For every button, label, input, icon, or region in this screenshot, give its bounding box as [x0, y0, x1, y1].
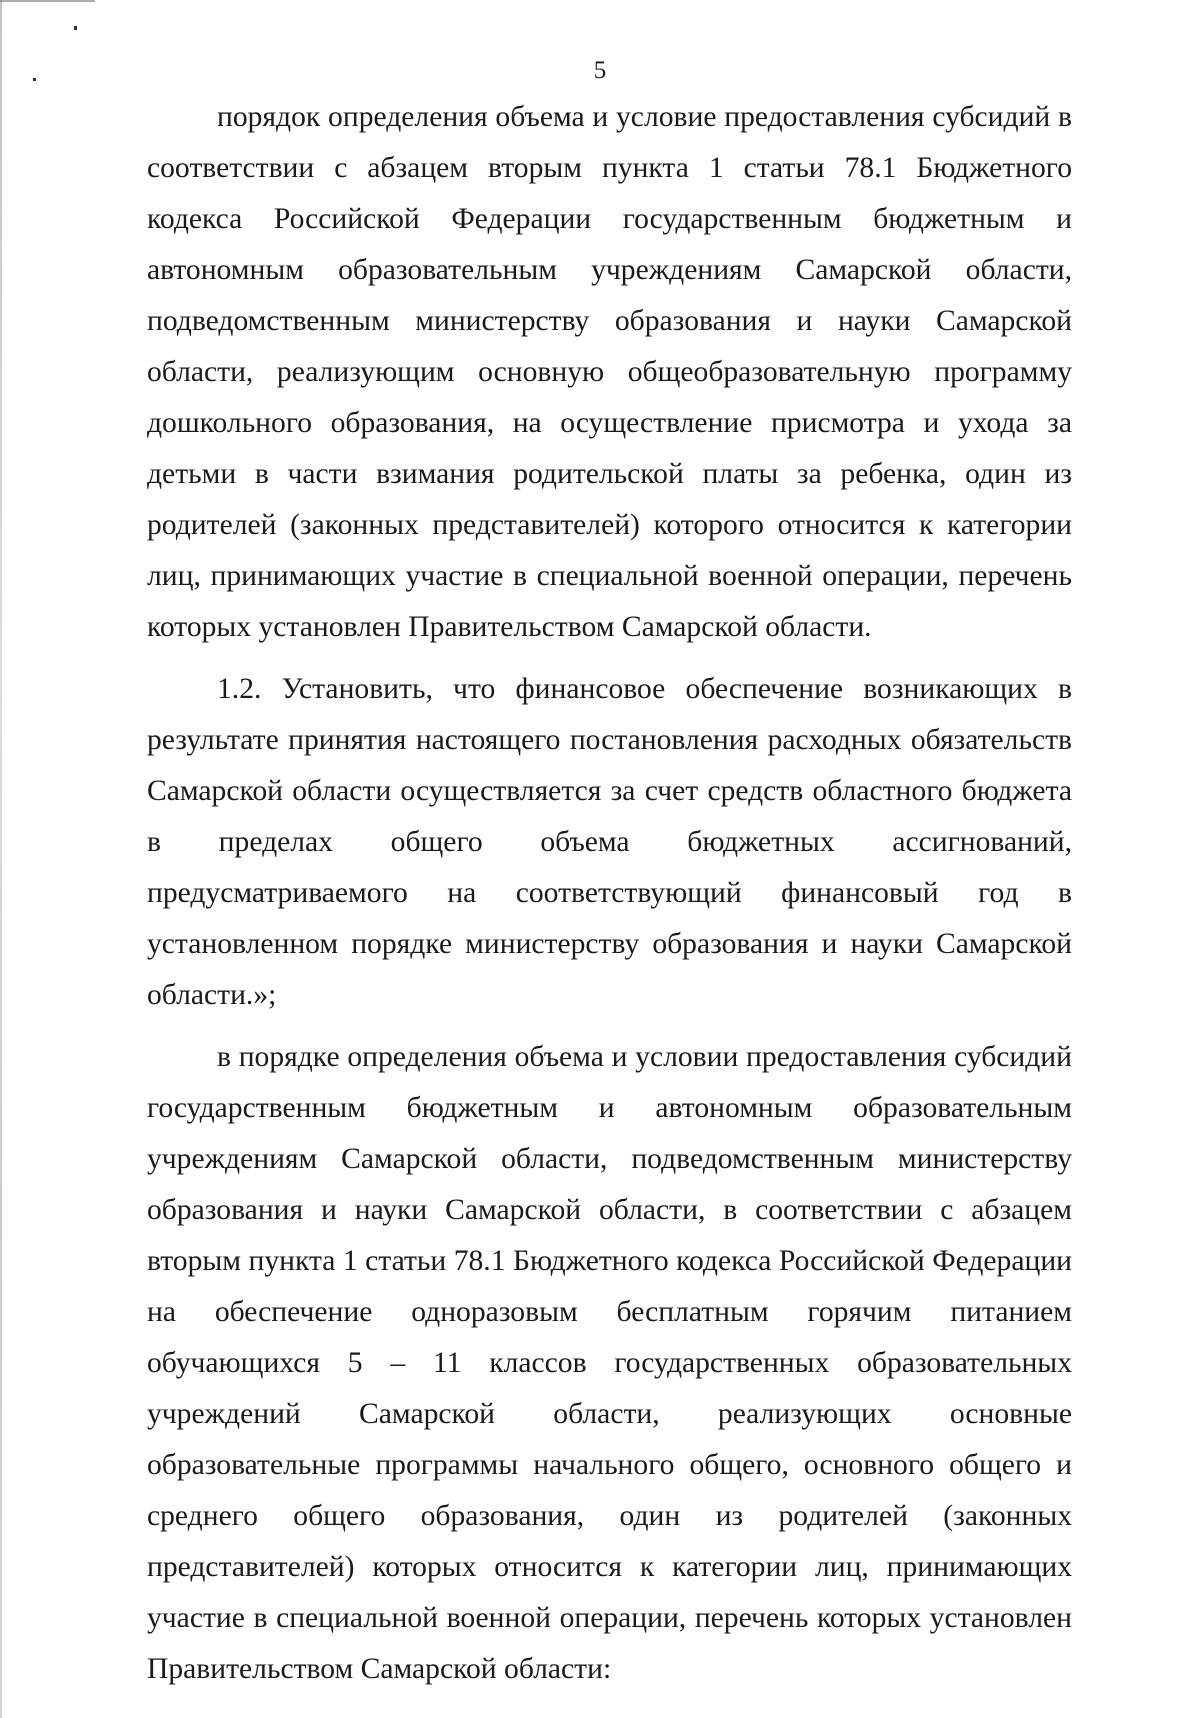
page-number: 5 [593, 57, 607, 84]
scan-left-edge [0, 0, 2, 1718]
document-body [147, 92, 1072, 1695]
scan-speck [74, 26, 77, 30]
paragraph-procedure-preschool: порядок определения объема и условие предоставления субсидий в соответствии с абзацем вторым пункта 1 статьи 78.1 Бюджетного кодекса Российской Федерации государственным бюджетным и автономным образовательным учреждениям Самарской области, подведомственным министерству образования и науки Самарской области, реализующим основную общеобразовательную программу дошкольного образования, на осуществление присмотра и ухода за детьми в части взимания родительской платы за ребенка, один из родителей (законных представителей) которого относится к категории лиц, принимающих участие в специальной военной операции, перечень которых установлен Правительством Самарской области. [147, 101, 1072, 643]
paragraph-procedure-hot-meals: в порядке определения объема и условии предоставления субсидий государственным бюджетным и автономным образовательным учреждениям Самарской области, подведомственным министерству образования и науки Самарской области, в соответствии с абзацем вторым пункта 1 статьи 78.1 Бюджетного кодекса Российской Федерации на обеспечение одноразовым бесплатным горячим питанием обучающихся 5 – 11 классов государственных образовательных учреждений Самарской области, реализующих основные образовательные программы начального общего, основного общего и среднего общего образования, один из родителей (законных представителей) которых относится к категории лиц, принимающих участие в специальной военной операции, перечень которых установлен Правительством Самарской области: [147, 1041, 1072, 1685]
scan-top-edge [0, 0, 95, 2]
paragraph-clause-1-2: 1.2. Установить, что финансовое обеспечение возникающих в результате принятия настоящего постановления расходных обязательств Самарской области осуществляется за счет средств областного бюджета в пределах общего объема бюджетных ассигнований, предусматриваемого на соответствующий финансовый год в установленном порядке министерству образования и науки Самарской области.»; [147, 673, 1072, 1011]
